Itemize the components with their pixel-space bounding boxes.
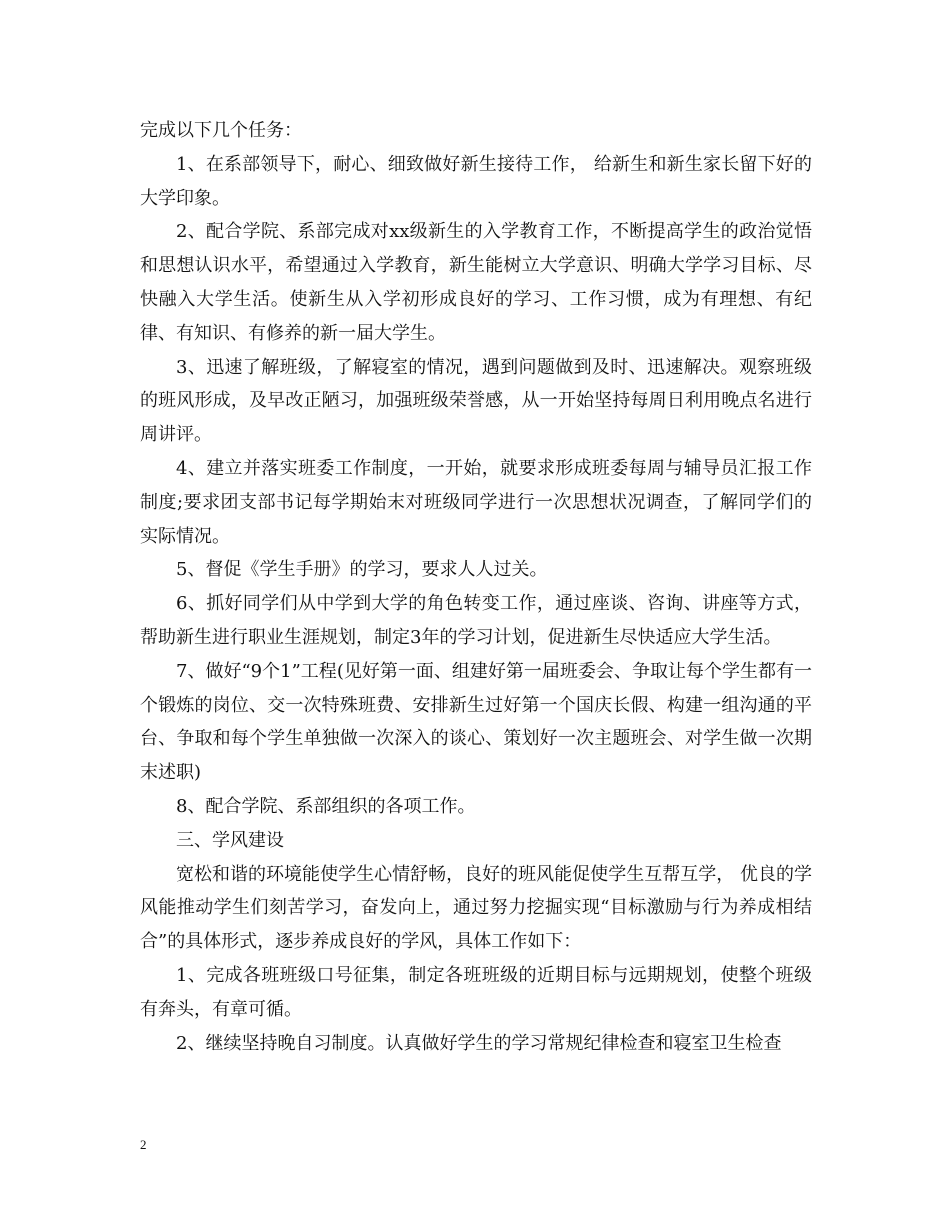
paragraph-task-4: 4、建立并落实班委工作制度，一开始，就要求形成班委每周与辅导员汇报工作制度;要求团支部书记每学期始末对班级同学进行一次思想状况调查，了解同学们的实际情况。 bbox=[140, 457, 812, 547]
paragraph-intro: 完成以下几个任务： bbox=[140, 120, 302, 141]
paragraph-study-item-2: 2、继续坚持晚自习制度。认真做好学生的学习常规纪律检查和寝室卫生检查 bbox=[176, 1032, 782, 1054]
page-number: 2 bbox=[140, 1137, 147, 1152]
paragraph-study-style-intro: 宽松和谐的环境能使学生心情舒畅，良好的班风能促使学生互帮互学， 优良的学风能推动学生们刻苦学习，奋发向上，通过努力挖掘实现“目标激励与行为养成相结合”的具体形式，逐步养成良好的学风，具体工作如下： bbox=[140, 863, 812, 953]
document-body bbox=[140, 114, 812, 1060]
paragraph-task-1: 1、在系部领导下，耐心、细致做好新生接待工作， 给新生和新生家长留下好的大学印象。 bbox=[140, 153, 812, 209]
paragraph-task-5: 5、督促《学生手册》的学习，要求人人过关。 bbox=[176, 559, 548, 581]
paragraph-task-7: 7、做好“9个1”工程(见好第一面、组建好第一届班委会、争取让每个学生都有一个锻炼的岗位、交一次特殊班费、安排新生过好第一个国庆长假、构建一组沟通的平台、争取和每个学生单独做一次深入的谈心、策划好一次主题班会、对学生做一次期末述职) bbox=[140, 660, 812, 784]
paragraph-task-3: 3、迅速了解班级，了解寝室的情况，遇到问题做到及时、迅速解决。观察班级的班风形成，及早改正陋习，加强班级荣誉感，从一开始坚持每周日利用晚点名进行周讲评。 bbox=[140, 356, 812, 446]
paragraph-study-item-1: 1、完成各班班级口号征集，制定各班班级的近期目标与远期规划，使整个班级有奔头，有章可循。 bbox=[140, 964, 812, 1020]
paragraph-task-6: 6、抓好同学们从中学到大学的角色转变工作，通过座谈、咨询、讲座等方式，帮助新生进行职业生涯规划，制定3年的学习计划，促进新生尽快适应大学生活。 bbox=[140, 593, 812, 648]
paragraph-task-8: 8、配合学院、系部组织的各项工作。 bbox=[176, 795, 476, 817]
section-heading-study-style: 三、学风建设 bbox=[176, 829, 284, 851]
paragraph-task-2: 2、配合学院、系部完成对xx级新生的入学教育工作，不断提高学生的政治觉悟和思想认识水平，希望通过入学教育，新生能树立大学意识、明确大学学习目标、尽快融入大学生活。使新生从入学初形成良好的学习、工作习惯，成为有理想、有纪律、有知识、有修养的新一届大学生。 bbox=[140, 221, 812, 344]
